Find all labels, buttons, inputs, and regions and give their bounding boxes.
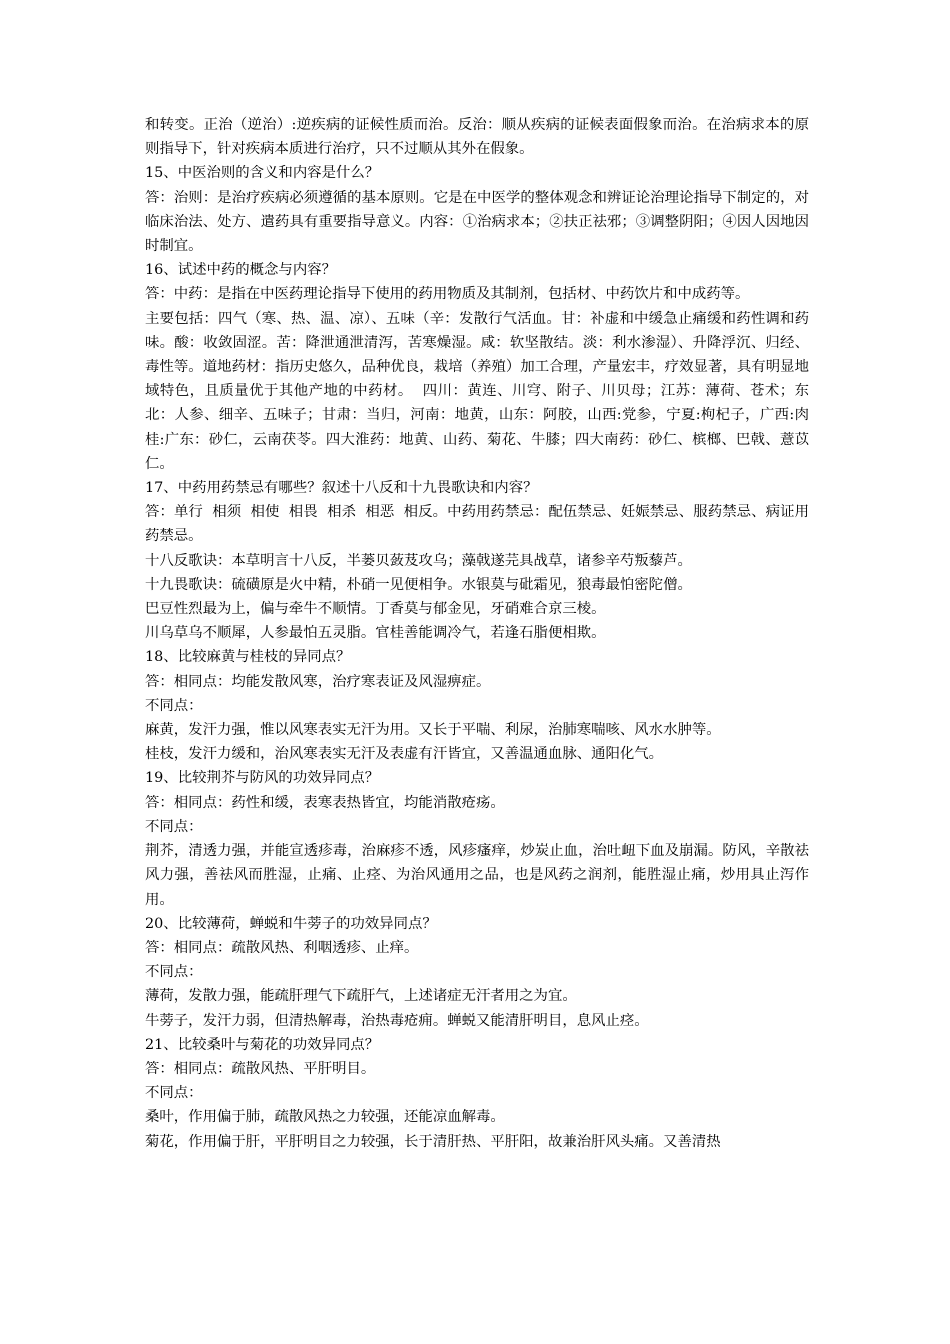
- text-line: 和转变。正治（逆治）:逆疾病的证候性质而治。反治：顺从疾病的证候表面假象而治。在治病求本的原则指导下，针对疾病本质进行治疗，只不过顺从其外在假象。: [145, 117, 809, 158]
- text-line: 不同点：: [145, 697, 203, 714]
- answer-paragraph: 答：相同点：疏散风热、利咽透疹、止痒。: [145, 939, 419, 956]
- text-line: 菊花，作用偏于肝，平肝明目之力较强，长于清肝热、平肝阳，故兼治肝风头痛。又善清热: [145, 1133, 721, 1150]
- text-line: 桂枝，发汗力缓和，治风寒表实无汗及表虚有汗皆宜，又善温通血脉、通阳化气。: [145, 746, 664, 763]
- text-line: 十九畏歌诀：硫磺原是火中精，朴硝一见便相争。水银莫与砒霜见，狼毒最怕密陀僧。: [145, 576, 692, 593]
- question-heading: 21、比较桑叶与菊花的功效异同点？: [145, 1036, 380, 1053]
- question-heading: 20、比较薄荷，蝉蜕和牛蒡子的功效异同点？: [145, 915, 437, 932]
- text-line: 川乌草乌不顺犀，人参最怕五灵脂。官桂善能调冷气，若逢石脂便相欺。: [145, 625, 606, 642]
- text-line: 巴豆性烈最为上，偏与牵牛不顺情。丁香莫与郁金见，牙硝难合京三棱。: [145, 601, 606, 618]
- text-paragraph: 荆芥，清透力强，并能宣透疹毒，治麻疹不透，风疹瘙痒，炒炭止血，治吐衄下血及崩漏。防风，辛散祛风力强，善祛风而胜湿，止痛、止痉、为治风通用之品，也是风药之润剂，能胜湿止痛，炒用具止泻作用。: [145, 843, 809, 908]
- text-line: 十八反歌诀：本草明言十八反，半蒌贝蔹芨攻乌；藻戟遂芫具战草，诸参辛芍叛藜芦。: [145, 552, 692, 569]
- answer-paragraph: 答：单行 相须 相使 相畏 相杀 相恶 相反。中药用药禁忌：配伍禁忌、妊娠禁忌、服药禁忌、病证用药禁忌。: [145, 504, 809, 545]
- text-line: 不同点：: [145, 964, 203, 981]
- text-paragraph: 主要包括：四气（寒、热、温、凉）、五味（辛：发散行气活血。甘：补虚和中缓急止痛缓和药性调和药味。酸：收敛固涩。苦：降泄通泄清泻，苦寒燥湿。咸：软坚散结。淡：利水渗湿）、升降浮沉、归经、毒性等。道地药材：指历史悠久，品种优良，栽培（养殖）加工合理，产量宏丰，疗效显著，具有明显地域特色，且质量优于其他产地的中药材。 四川：黄连、川穹、附子、川贝母；江苏：薄荷、苍术；东北：人参、细辛、五味子；甘肃：当归，河南：地黄，山东：阿胶，山西:党参，宁夏:枸杞子，广西:肉桂:广东：砂仁，云南茯苓。四大淮药：地黄、山药、菊花、牛膝；四大南药：砂仁、槟榔、巴戟、薏苡仁。: [145, 310, 809, 472]
- text-line: 牛蒡子，发汗力弱，但清热解毒，治热毒疮痈。蝉蜕又能清肝明目，息风止痉。: [145, 1012, 649, 1029]
- question-heading: 18、比较麻黄与桂枝的异同点？: [145, 649, 351, 666]
- answer-paragraph: 答：相同点：药性和缓，表寒表热皆宜，均能消散疮疡。: [145, 794, 505, 811]
- answer-paragraph: 答：中药：是指在中医药理论指导下使用的药用物质及其制剂，包括材、中药饮片和中成药等。: [145, 286, 750, 303]
- answer-paragraph: 答：相同点：均能发散风寒，治疗寒表证及风湿痹症。: [145, 673, 491, 690]
- document-page: [145, 113, 809, 1154]
- text-line: 不同点：: [145, 818, 203, 835]
- text-line: 薄荷，发散力强，能疏肝理气下疏肝气，上述诸症无汗者用之为宜。: [145, 988, 577, 1005]
- answer-paragraph: 答：治则：是治疗疾病必须遵循的基本原则。它是在中医学的整体观念和辨证论治理论指导下制定的，对临床治法、处方、遣药具有重要指导意义。内容：①治病求本；②扶正祛邪；③调整阴阳；④因人因地因时制宜。: [145, 189, 809, 255]
- question-heading: 19、比较荆芥与防风的功效异同点？: [145, 770, 380, 787]
- question-heading: 16、试述中药的概念与内容？: [145, 262, 336, 279]
- text-line: 桑叶，作用偏于肺，疏散风热之力较强，还能凉血解毒。: [145, 1109, 505, 1126]
- text-line: 麻黄，发汗力强，惟以风寒表实无汗为用。又长于平喘、利尿，治肺寒喘咳、风水水肿等。: [145, 722, 721, 739]
- text-line: 不同点：: [145, 1085, 203, 1102]
- question-heading: 17、中药用药禁忌有哪些？叙述十八反和十九畏歌诀和内容？: [145, 480, 538, 497]
- question-heading: 15、中医治则的含义和内容是什么？: [145, 165, 380, 182]
- answer-paragraph: 答：相同点：疏散风热、平肝明目。: [145, 1060, 376, 1077]
